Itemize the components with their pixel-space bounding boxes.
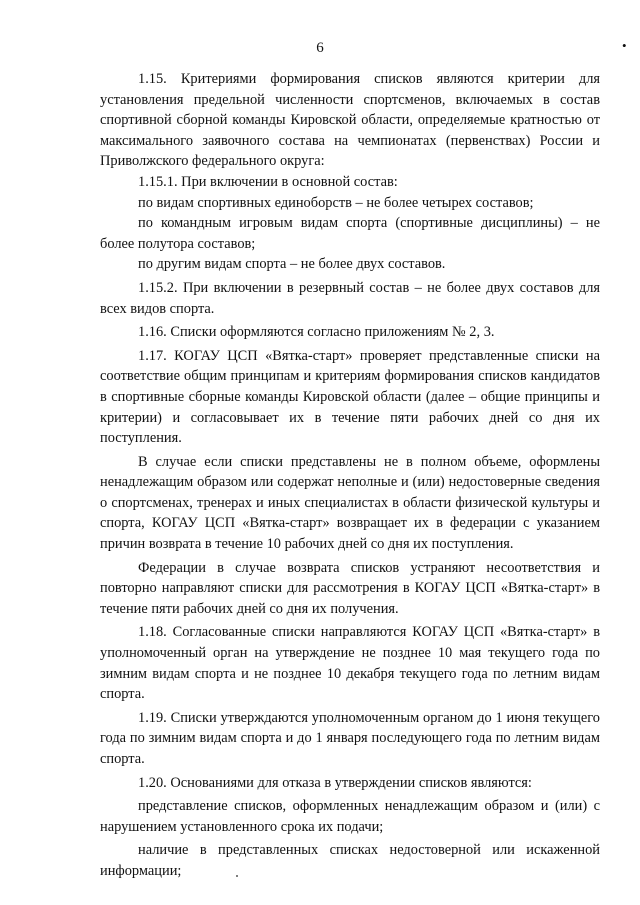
paragraph-other-sports: по другим видам спорта – не более двух составов.: [138, 256, 446, 273]
paragraph-federations: Федерации в случае возврата списков устраняют несоответствия и повторно направляют списки для рассмотрения в КОГАУ ЦСП «Вятка-старт» в течение пяти рабочих дней со дня их получения.: [100, 559, 600, 617]
paragraph-1-16: 1.16. Списки оформляются согласно приложениям № 2, 3.: [138, 324, 495, 341]
corner-mark: •: [622, 38, 627, 53]
scan-speck: [236, 875, 238, 877]
paragraph-return-case: В случае если списки представлены не в полном объеме, оформлены ненадлежащим образом или содержат неполные и (или) недостоверные сведения о спортсменах, тренерах и иных специалистах в области физической культуры и спорта, КОГАУ ЦСП «Вятка-старт» возвращает их в федерации с указанием причин возврата в течение 10 рабочих дней со дня их поступления.: [100, 453, 600, 553]
page-number: 6: [316, 40, 324, 56]
paragraph-martial-arts: по видам спортивных единоборств – не более четырех составов;: [138, 194, 534, 211]
paragraph-1-20: 1.20. Основаниями для отказа в утверждении списков являются:: [138, 774, 532, 791]
paragraph-1-15-1: 1.15.1. При включении в основной состав:: [138, 173, 398, 190]
paragraph-1-18: 1.18. Согласованные списки направляются КОГАУ ЦСП «Вятка-старт» в уполномоченный орган на утверждение не позднее 10 мая текущего года по зимним видам спорта и не позднее 10 декабря текущего года по летним видам спорта.: [100, 624, 600, 703]
paragraph-1-17: 1.17. КОГАУ ЦСП «Вятка-старт» проверяет представленные списки на соответствие общим принципам и критериям формирования списков кандидатов в спортивные сборные команды Кировской области (далее – общие принципы и критерии) и согласовывает их в течение пяти рабочих дней со дня их поступления.: [100, 347, 600, 447]
paragraph-false-information: наличие в представленных списках недостоверной или искаженной информации;: [100, 842, 600, 879]
paragraph-1-19: 1.19. Списки утверждаются уполномоченным органом до 1 июня текущего года по зимним видам спорта и до 1 января последующего года по летним видам спорта.: [100, 709, 600, 767]
paragraph-1-15-2: 1.15.2. При включении в резервный состав – не более двух составов для всех видов спорта.: [100, 279, 600, 317]
document-body: [100, 69, 600, 882]
paragraph-team-sports: по командным игровым видам спорта (спортивные дисциплины) – не более полутора составов;: [100, 215, 600, 252]
paragraph-improper-submission: представление списков, оформленных ненадлежащим образом и (или) с нарушением установленного срока их подачи;: [100, 798, 600, 835]
paragraph-1-15: 1.15. Критериями формирования списков являются критерии для установления предельной численности спортсменов, включаемых в состав спортивной сборной команды Кировской области, определяемые кратностью от максимального заявочного состава на чемпионатах (первенствах) России и Приволжского федерального округа:: [100, 71, 600, 170]
